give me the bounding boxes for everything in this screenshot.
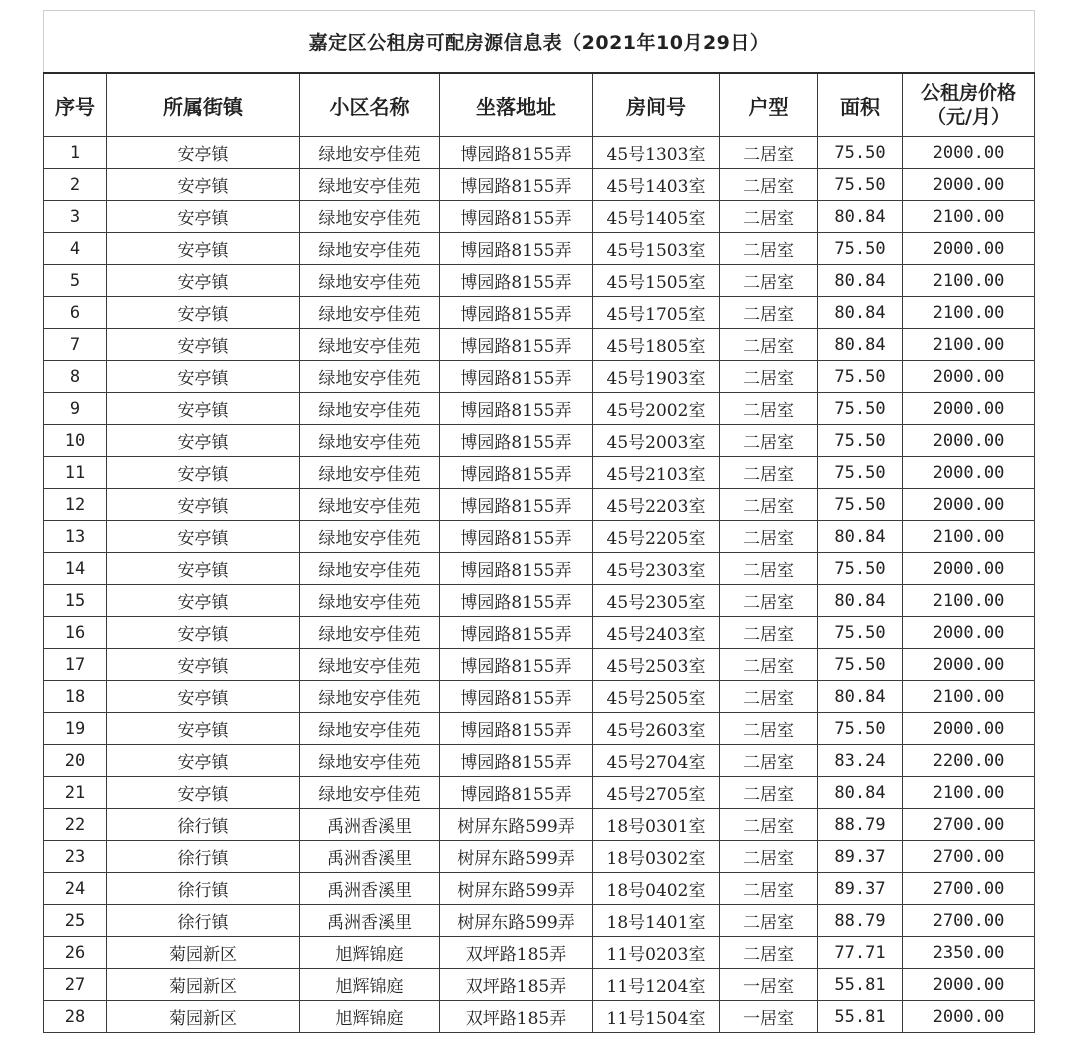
table-row xyxy=(44,1001,1035,1033)
cell-index: 20 xyxy=(44,745,107,777)
cell-town: 安亭镇 xyxy=(107,553,300,585)
cell-estate: 绿地安亭佳苑 xyxy=(300,425,440,457)
cell-layout: 二居室 xyxy=(720,681,818,713)
cell-address: 博园路8155弄 xyxy=(440,137,593,169)
cell-town: 安亭镇 xyxy=(107,233,300,265)
cell-estate: 绿地安亭佳苑 xyxy=(300,489,440,521)
cell-area: 88.79 xyxy=(818,905,903,937)
cell-index: 12 xyxy=(44,489,107,521)
cell-layout: 二居室 xyxy=(720,809,818,841)
table-row xyxy=(44,681,1035,713)
cell-town: 安亭镇 xyxy=(107,137,300,169)
cell-index: 23 xyxy=(44,841,107,873)
cell-area: 80.84 xyxy=(818,585,903,617)
cell-layout: 二居室 xyxy=(720,905,818,937)
cell-index: 16 xyxy=(44,617,107,649)
cell-index: 28 xyxy=(44,1001,107,1033)
cell-town: 安亭镇 xyxy=(107,777,300,809)
cell-index: 27 xyxy=(44,969,107,1001)
cell-estate: 旭辉锦庭 xyxy=(300,937,440,969)
table-row xyxy=(44,489,1035,521)
table-row xyxy=(44,777,1035,809)
cell-room: 45号2705室 xyxy=(593,777,720,809)
cell-estate: 绿地安亭佳苑 xyxy=(300,137,440,169)
cell-room: 45号1403室 xyxy=(593,169,720,201)
cell-area: 80.84 xyxy=(818,265,903,297)
cell-layout: 二居室 xyxy=(720,201,818,233)
cell-index: 6 xyxy=(44,297,107,329)
header-room: 房间号 xyxy=(593,73,720,137)
cell-address: 博园路8155弄 xyxy=(440,521,593,553)
cell-address: 博园路8155弄 xyxy=(440,777,593,809)
cell-area: 80.84 xyxy=(818,681,903,713)
cell-town: 菊园新区 xyxy=(107,1001,300,1033)
cell-area: 89.37 xyxy=(818,873,903,905)
cell-address: 博园路8155弄 xyxy=(440,361,593,393)
cell-room: 18号0301室 xyxy=(593,809,720,841)
table-row xyxy=(44,745,1035,777)
cell-index: 17 xyxy=(44,649,107,681)
table-row xyxy=(44,457,1035,489)
cell-area: 89.37 xyxy=(818,841,903,873)
cell-price: 2000.00 xyxy=(903,457,1035,489)
cell-address: 博园路8155弄 xyxy=(440,233,593,265)
table-row xyxy=(44,585,1035,617)
table-row xyxy=(44,265,1035,297)
header-address: 坐落地址 xyxy=(440,73,593,137)
table-row xyxy=(44,809,1035,841)
cell-address: 博园路8155弄 xyxy=(440,585,593,617)
cell-address: 博园路8155弄 xyxy=(440,649,593,681)
cell-room: 11号0203室 xyxy=(593,937,720,969)
cell-layout: 二居室 xyxy=(720,649,818,681)
cell-address: 博园路8155弄 xyxy=(440,617,593,649)
table-row xyxy=(44,393,1035,425)
cell-area: 75.50 xyxy=(818,617,903,649)
cell-layout: 二居室 xyxy=(720,361,818,393)
cell-town: 安亭镇 xyxy=(107,425,300,457)
cell-estate: 绿地安亭佳苑 xyxy=(300,713,440,745)
cell-layout: 二居室 xyxy=(720,489,818,521)
cell-room: 45号2002室 xyxy=(593,393,720,425)
cell-room: 45号2503室 xyxy=(593,649,720,681)
cell-address: 双坪路185弄 xyxy=(440,969,593,1001)
cell-address: 博园路8155弄 xyxy=(440,393,593,425)
cell-address: 博园路8155弄 xyxy=(440,457,593,489)
cell-price: 2700.00 xyxy=(903,841,1035,873)
cell-town: 安亭镇 xyxy=(107,745,300,777)
cell-layout: 二居室 xyxy=(720,265,818,297)
cell-price: 2000.00 xyxy=(903,361,1035,393)
table-row xyxy=(44,841,1035,873)
table-body xyxy=(44,137,1035,1033)
cell-address: 双坪路185弄 xyxy=(440,937,593,969)
cell-room: 45号2205室 xyxy=(593,521,720,553)
cell-address: 双坪路185弄 xyxy=(440,1001,593,1033)
table-row xyxy=(44,169,1035,201)
cell-estate: 禹洲香溪里 xyxy=(300,873,440,905)
cell-layout: 二居室 xyxy=(720,553,818,585)
cell-estate: 旭辉锦庭 xyxy=(300,1001,440,1033)
cell-layout: 二居室 xyxy=(720,585,818,617)
cell-room: 45号1505室 xyxy=(593,265,720,297)
cell-address: 树屏东路599弄 xyxy=(440,905,593,937)
table-row xyxy=(44,905,1035,937)
table-row xyxy=(44,361,1035,393)
cell-area: 80.84 xyxy=(818,777,903,809)
cell-room: 45号1705室 xyxy=(593,297,720,329)
cell-town: 徐行镇 xyxy=(107,873,300,905)
cell-area: 75.50 xyxy=(818,425,903,457)
table-row xyxy=(44,329,1035,361)
cell-address: 博园路8155弄 xyxy=(440,265,593,297)
cell-layout: 二居室 xyxy=(720,937,818,969)
cell-layout: 二居室 xyxy=(720,137,818,169)
cell-index: 7 xyxy=(44,329,107,361)
cell-price: 2100.00 xyxy=(903,777,1035,809)
cell-estate: 绿地安亭佳苑 xyxy=(300,745,440,777)
cell-address: 博园路8155弄 xyxy=(440,329,593,361)
cell-address: 博园路8155弄 xyxy=(440,201,593,233)
cell-town: 安亭镇 xyxy=(107,169,300,201)
cell-layout: 一居室 xyxy=(720,1001,818,1033)
cell-town: 安亭镇 xyxy=(107,265,300,297)
cell-estate: 禹洲香溪里 xyxy=(300,841,440,873)
cell-room: 45号2403室 xyxy=(593,617,720,649)
cell-index: 13 xyxy=(44,521,107,553)
table-row xyxy=(44,649,1035,681)
cell-area: 75.50 xyxy=(818,553,903,585)
cell-room: 45号2603室 xyxy=(593,713,720,745)
cell-room: 45号2103室 xyxy=(593,457,720,489)
cell-price: 2700.00 xyxy=(903,905,1035,937)
cell-layout: 二居室 xyxy=(720,393,818,425)
cell-town: 安亭镇 xyxy=(107,329,300,361)
cell-room: 45号1303室 xyxy=(593,137,720,169)
cell-price: 2100.00 xyxy=(903,329,1035,361)
cell-layout: 二居室 xyxy=(720,457,818,489)
cell-layout: 二居室 xyxy=(720,873,818,905)
cell-room: 45号2203室 xyxy=(593,489,720,521)
cell-price: 2700.00 xyxy=(903,873,1035,905)
cell-area: 80.84 xyxy=(818,521,903,553)
cell-room: 45号2305室 xyxy=(593,585,720,617)
cell-index: 10 xyxy=(44,425,107,457)
table-title: 嘉定区公租房可配房源信息表（2021年10月29日） xyxy=(44,11,1035,74)
cell-area: 75.50 xyxy=(818,457,903,489)
cell-price: 2000.00 xyxy=(903,233,1035,265)
cell-town: 徐行镇 xyxy=(107,841,300,873)
cell-index: 2 xyxy=(44,169,107,201)
table-row xyxy=(44,617,1035,649)
cell-price: 2000.00 xyxy=(903,969,1035,1001)
cell-estate: 绿地安亭佳苑 xyxy=(300,585,440,617)
header-estate: 小区名称 xyxy=(300,73,440,137)
cell-index: 1 xyxy=(44,137,107,169)
table-row xyxy=(44,425,1035,457)
cell-address: 博园路8155弄 xyxy=(440,489,593,521)
cell-address: 博园路8155弄 xyxy=(440,425,593,457)
cell-address: 博园路8155弄 xyxy=(440,713,593,745)
table-row xyxy=(44,937,1035,969)
cell-index: 15 xyxy=(44,585,107,617)
cell-layout: 二居室 xyxy=(720,233,818,265)
cell-layout: 二居室 xyxy=(720,617,818,649)
cell-price: 2100.00 xyxy=(903,201,1035,233)
cell-address: 树屏东路599弄 xyxy=(440,873,593,905)
cell-estate: 绿地安亭佳苑 xyxy=(300,553,440,585)
cell-layout: 一居室 xyxy=(720,969,818,1001)
cell-area: 75.50 xyxy=(818,137,903,169)
header-area: 面积 xyxy=(818,73,903,137)
cell-price: 2000.00 xyxy=(903,169,1035,201)
header-town: 所属街镇 xyxy=(107,73,300,137)
cell-town: 安亭镇 xyxy=(107,361,300,393)
cell-index: 4 xyxy=(44,233,107,265)
table-row xyxy=(44,553,1035,585)
cell-area: 80.84 xyxy=(818,329,903,361)
cell-estate: 禹洲香溪里 xyxy=(300,905,440,937)
cell-price: 2000.00 xyxy=(903,393,1035,425)
cell-room: 11号1504室 xyxy=(593,1001,720,1033)
cell-room: 18号0402室 xyxy=(593,873,720,905)
cell-area: 77.71 xyxy=(818,937,903,969)
cell-layout: 二居室 xyxy=(720,745,818,777)
cell-price: 2100.00 xyxy=(903,265,1035,297)
cell-layout: 二居室 xyxy=(720,713,818,745)
cell-estate: 绿地安亭佳苑 xyxy=(300,329,440,361)
cell-area: 75.50 xyxy=(818,649,903,681)
cell-town: 安亭镇 xyxy=(107,201,300,233)
cell-address: 树屏东路599弄 xyxy=(440,809,593,841)
cell-room: 45号2505室 xyxy=(593,681,720,713)
cell-estate: 旭辉锦庭 xyxy=(300,969,440,1001)
cell-layout: 二居室 xyxy=(720,425,818,457)
cell-town: 安亭镇 xyxy=(107,585,300,617)
cell-town: 徐行镇 xyxy=(107,809,300,841)
cell-price: 2000.00 xyxy=(903,553,1035,585)
cell-layout: 二居室 xyxy=(720,521,818,553)
cell-estate: 绿地安亭佳苑 xyxy=(300,777,440,809)
cell-area: 75.50 xyxy=(818,489,903,521)
cell-layout: 二居室 xyxy=(720,329,818,361)
cell-estate: 绿地安亭佳苑 xyxy=(300,393,440,425)
cell-price: 2000.00 xyxy=(903,1001,1035,1033)
cell-price: 2100.00 xyxy=(903,521,1035,553)
cell-estate: 禹洲香溪里 xyxy=(300,809,440,841)
cell-estate: 绿地安亭佳苑 xyxy=(300,617,440,649)
cell-estate: 绿地安亭佳苑 xyxy=(300,297,440,329)
table-row xyxy=(44,873,1035,905)
cell-address: 博园路8155弄 xyxy=(440,681,593,713)
header-row xyxy=(44,73,1035,137)
cell-town: 菊园新区 xyxy=(107,937,300,969)
cell-room: 45号1405室 xyxy=(593,201,720,233)
cell-area: 55.81 xyxy=(818,969,903,1001)
cell-town: 安亭镇 xyxy=(107,489,300,521)
cell-address: 树屏东路599弄 xyxy=(440,841,593,873)
table-row xyxy=(44,969,1035,1001)
cell-address: 博园路8155弄 xyxy=(440,297,593,329)
cell-town: 安亭镇 xyxy=(107,713,300,745)
cell-price: 2000.00 xyxy=(903,617,1035,649)
table-row xyxy=(44,201,1035,233)
cell-price: 2350.00 xyxy=(903,937,1035,969)
table-row xyxy=(44,233,1035,265)
cell-price: 2200.00 xyxy=(903,745,1035,777)
cell-room: 45号1805室 xyxy=(593,329,720,361)
cell-index: 21 xyxy=(44,777,107,809)
cell-town: 安亭镇 xyxy=(107,393,300,425)
cell-price: 2000.00 xyxy=(903,425,1035,457)
header-layout: 户型 xyxy=(720,73,818,137)
cell-index: 11 xyxy=(44,457,107,489)
cell-layout: 二居室 xyxy=(720,841,818,873)
table-row xyxy=(44,297,1035,329)
cell-town: 安亭镇 xyxy=(107,649,300,681)
header-price: 公租房价格（元/月） xyxy=(903,73,1035,137)
cell-index: 5 xyxy=(44,265,107,297)
cell-room: 45号2704室 xyxy=(593,745,720,777)
cell-room: 18号0302室 xyxy=(593,841,720,873)
cell-room: 45号2303室 xyxy=(593,553,720,585)
cell-area: 75.50 xyxy=(818,713,903,745)
cell-estate: 绿地安亭佳苑 xyxy=(300,521,440,553)
cell-price: 2000.00 xyxy=(903,713,1035,745)
cell-price: 2100.00 xyxy=(903,585,1035,617)
table-row xyxy=(44,137,1035,169)
cell-estate: 绿地安亭佳苑 xyxy=(300,169,440,201)
cell-index: 14 xyxy=(44,553,107,585)
cell-area: 55.81 xyxy=(818,1001,903,1033)
cell-index: 25 xyxy=(44,905,107,937)
cell-address: 博园路8155弄 xyxy=(440,553,593,585)
housing-table xyxy=(43,10,1035,1033)
cell-room: 18号1401室 xyxy=(593,905,720,937)
header-index: 序号 xyxy=(44,73,107,137)
cell-area: 75.50 xyxy=(818,393,903,425)
cell-town: 安亭镇 xyxy=(107,617,300,649)
cell-index: 18 xyxy=(44,681,107,713)
cell-area: 80.84 xyxy=(818,297,903,329)
cell-town: 安亭镇 xyxy=(107,297,300,329)
cell-index: 24 xyxy=(44,873,107,905)
cell-town: 安亭镇 xyxy=(107,681,300,713)
cell-index: 3 xyxy=(44,201,107,233)
table-row xyxy=(44,521,1035,553)
cell-estate: 绿地安亭佳苑 xyxy=(300,457,440,489)
cell-layout: 二居室 xyxy=(720,169,818,201)
cell-town: 菊园新区 xyxy=(107,969,300,1001)
cell-town: 徐行镇 xyxy=(107,905,300,937)
cell-layout: 二居室 xyxy=(720,777,818,809)
cell-town: 安亭镇 xyxy=(107,457,300,489)
cell-estate: 绿地安亭佳苑 xyxy=(300,649,440,681)
cell-room: 45号1903室 xyxy=(593,361,720,393)
cell-index: 22 xyxy=(44,809,107,841)
cell-price: 2100.00 xyxy=(903,297,1035,329)
cell-index: 26 xyxy=(44,937,107,969)
cell-room: 11号1204室 xyxy=(593,969,720,1001)
cell-room: 45号2003室 xyxy=(593,425,720,457)
table-row xyxy=(44,713,1035,745)
cell-price: 2000.00 xyxy=(903,489,1035,521)
housing-sheet xyxy=(43,10,1034,1033)
cell-layout: 二居室 xyxy=(720,297,818,329)
cell-area: 80.84 xyxy=(818,201,903,233)
cell-area: 75.50 xyxy=(818,169,903,201)
cell-price: 2000.00 xyxy=(903,649,1035,681)
cell-price: 2100.00 xyxy=(903,681,1035,713)
cell-area: 88.79 xyxy=(818,809,903,841)
cell-area: 75.50 xyxy=(818,233,903,265)
cell-index: 19 xyxy=(44,713,107,745)
cell-estate: 绿地安亭佳苑 xyxy=(300,265,440,297)
cell-index: 8 xyxy=(44,361,107,393)
cell-address: 博园路8155弄 xyxy=(440,745,593,777)
cell-estate: 绿地安亭佳苑 xyxy=(300,201,440,233)
cell-estate: 绿地安亭佳苑 xyxy=(300,681,440,713)
cell-estate: 绿地安亭佳苑 xyxy=(300,233,440,265)
cell-room: 45号1503室 xyxy=(593,233,720,265)
cell-price: 2000.00 xyxy=(903,137,1035,169)
cell-area: 83.24 xyxy=(818,745,903,777)
cell-estate: 绿地安亭佳苑 xyxy=(300,361,440,393)
cell-town: 安亭镇 xyxy=(107,521,300,553)
cell-address: 博园路8155弄 xyxy=(440,169,593,201)
cell-index: 9 xyxy=(44,393,107,425)
cell-area: 75.50 xyxy=(818,361,903,393)
cell-price: 2700.00 xyxy=(903,809,1035,841)
